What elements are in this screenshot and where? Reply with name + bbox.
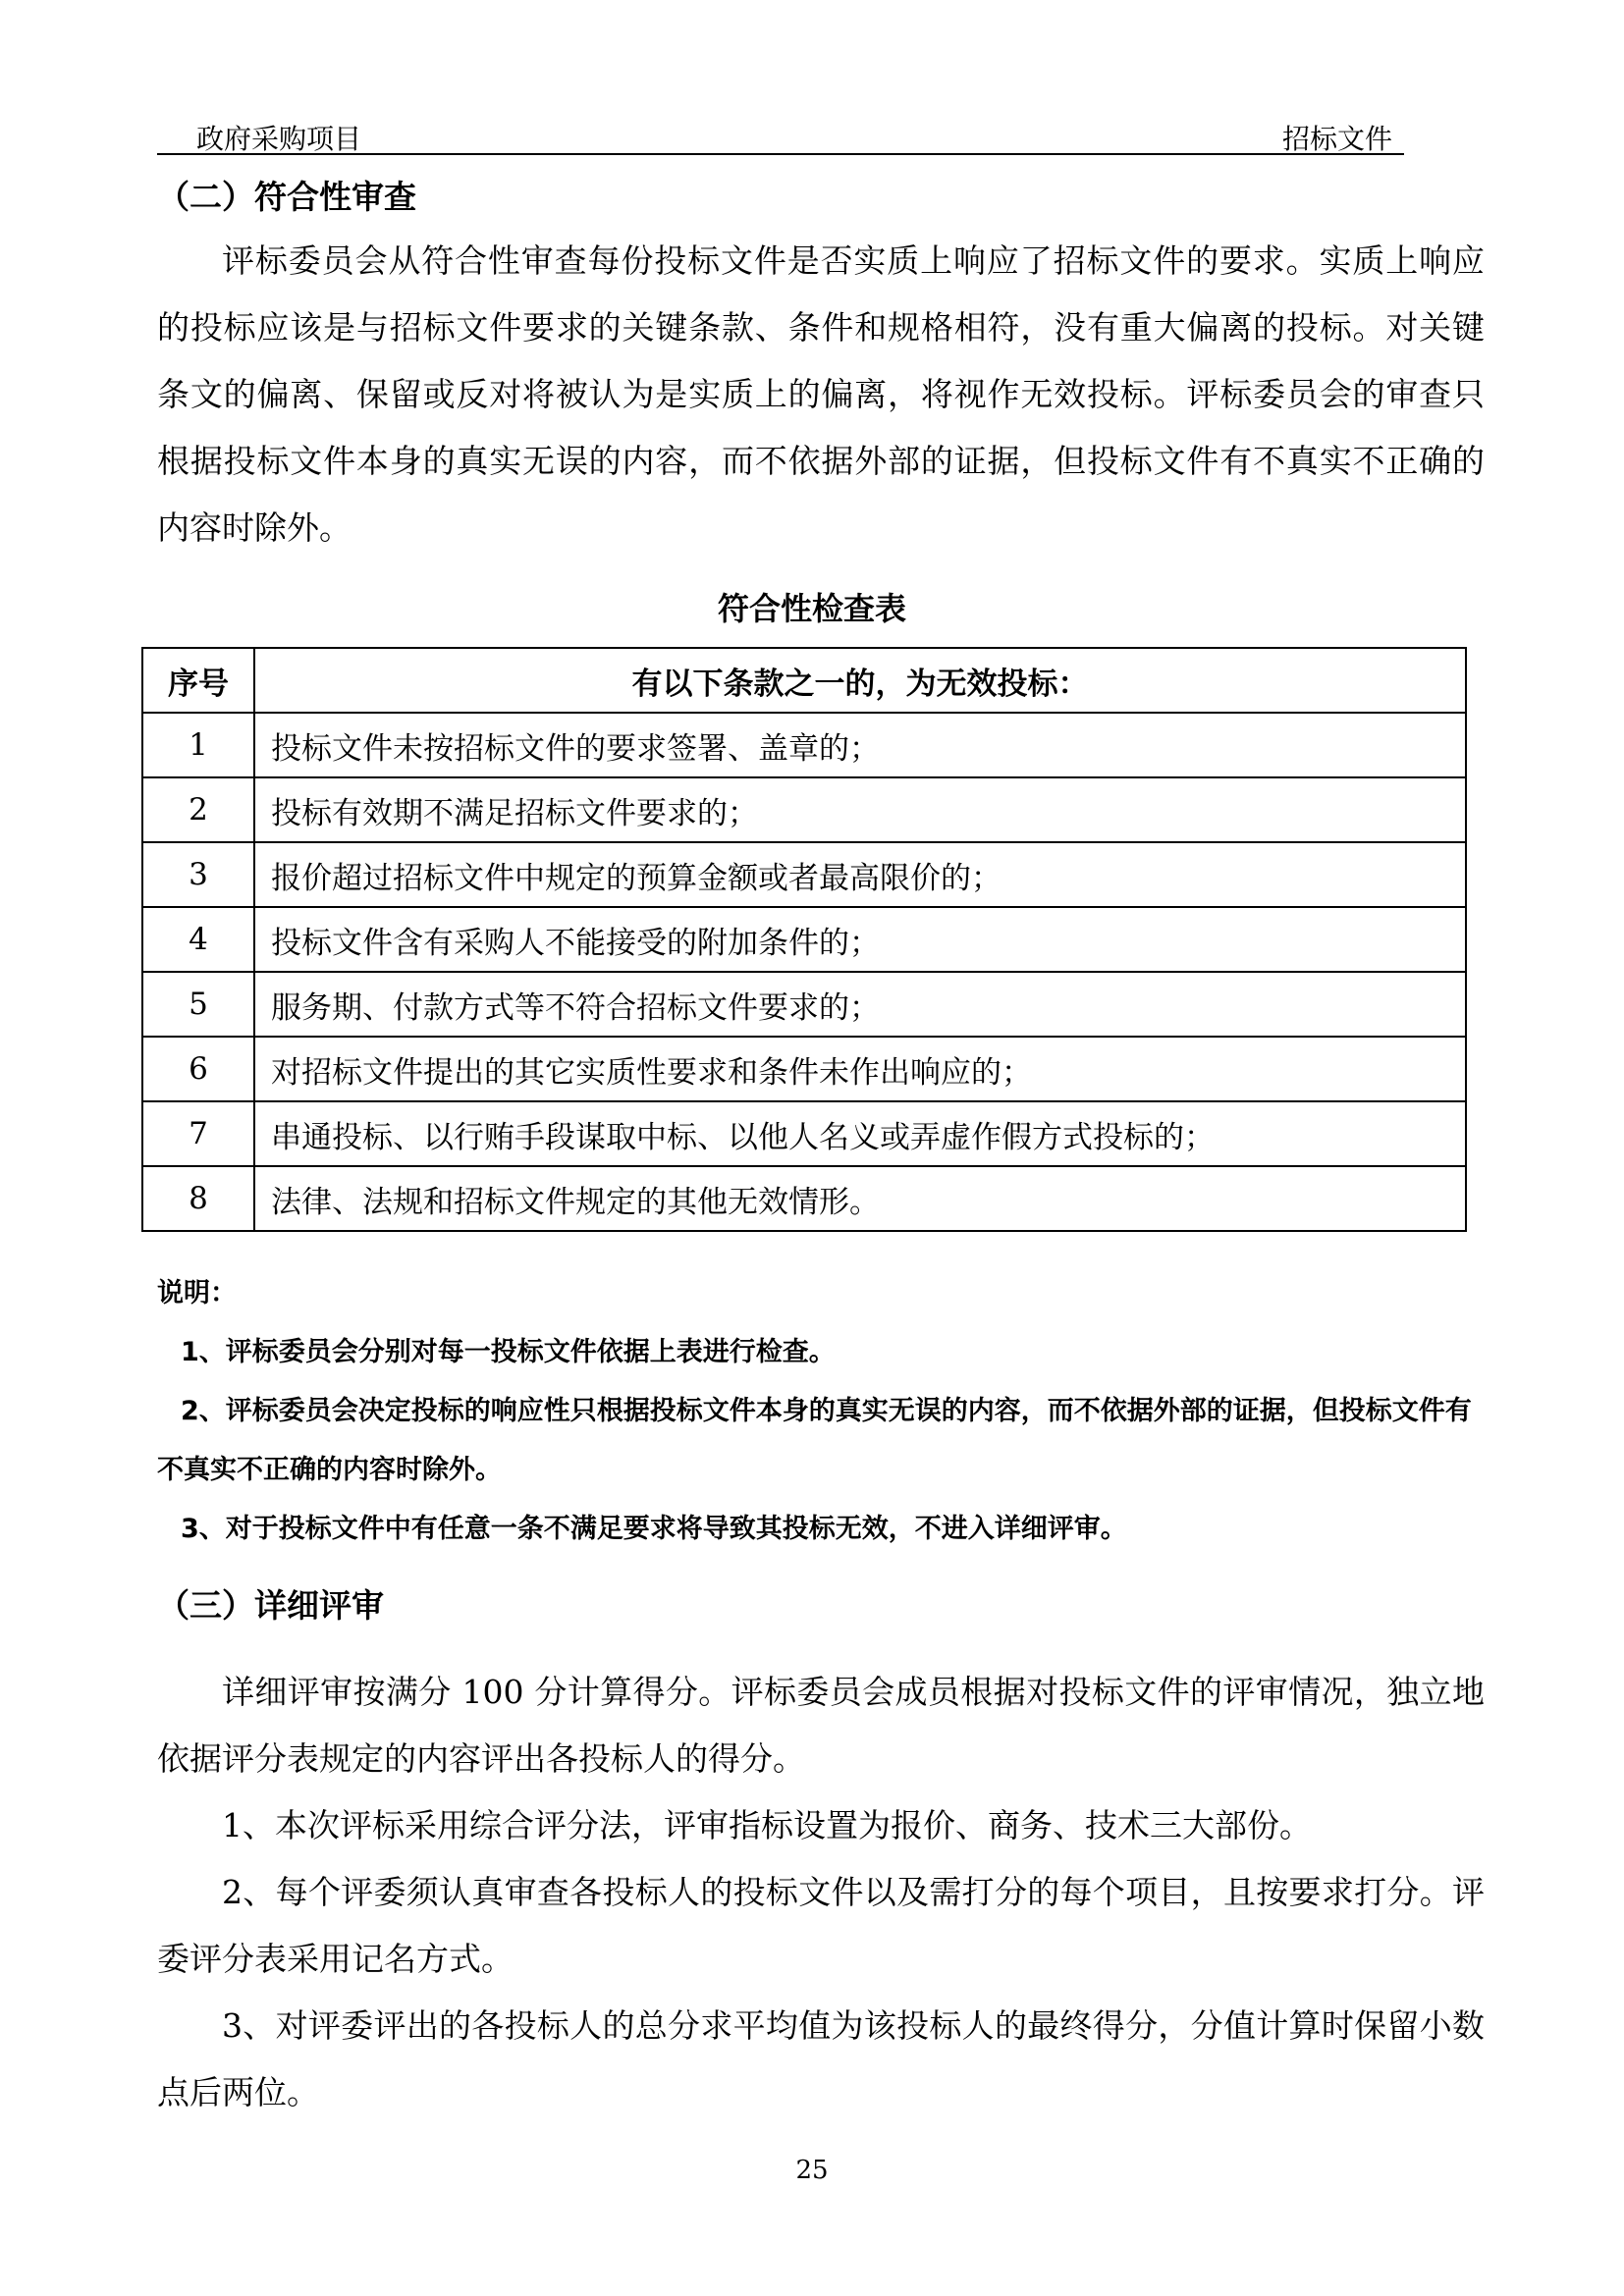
col-header-clause: 有以下条款之一的，为无效投标： [254,648,1466,713]
table-row [142,1037,1466,1101]
row-number: 6 [142,1037,254,1101]
row-text: 串通投标、以行贿手段谋取中标、以他人名义或弄虚作假方式投标的； [254,1101,1466,1166]
compliance-table [141,647,1467,1232]
row-number: 2 [142,777,254,842]
header-doc-type: 招标文件 [1281,123,1392,155]
table-row [142,842,1466,907]
detailed-review-paragraph: 详细评审按满分 100 分计算得分。评标委员会成员根据对投标文件的评审情况，独立地依据评分表规定的内容评出各投标人的得分。 [157,1673,1485,1778]
row-text: 法律、法规和招标文件规定的其他无效情形。 [254,1166,1466,1231]
note-item: 3、对于投标文件中有任意一条不满足要求将导致其投标无效，不进入详细评审。 [181,1514,1127,1544]
row-text: 投标有效期不满足招标文件要求的； [254,777,1466,842]
table-row [142,972,1466,1037]
notes-title: 说明： [157,1278,237,1308]
page-number: 25 [795,2156,829,2185]
detailed-review-paragraph: 2、每个评委须认真审查各投标人的投标文件以及需打分的每个项目，且按要求打分。评委评分表采用记名方式。 [157,1873,1485,1978]
row-text: 投标文件含有采购人不能接受的附加条件的； [254,907,1466,972]
table-title: 符合性检查表 [717,590,906,627]
row-number: 7 [142,1101,254,1166]
row-text: 对招标文件提出的其它实质性要求和条件未作出响应的； [254,1037,1466,1101]
detailed-review-paragraph: 3、对评委评出的各投标人的总分求平均值为该投标人的最终得分，分值计算时保留小数点后两位。 [157,2006,1485,2111]
section-heading-compliance: （二）符合性审查 [157,178,416,216]
table-row [142,777,1466,842]
note-item: 2、评标委员会决定投标的响应性只根据投标文件本身的真实无误的内容，而不依据外部的证据，但投标文件有不真实不正确的内容时除外。 [157,1396,1472,1485]
row-text: 投标文件未按招标文件的要求签署、盖章的； [254,713,1466,777]
row-number: 3 [142,842,254,907]
row-number: 5 [142,972,254,1037]
row-number: 8 [142,1166,254,1231]
table-header-row [142,648,1466,713]
page-header [157,118,1404,155]
table-row [142,1166,1466,1231]
table-row [142,1101,1466,1166]
row-number: 4 [142,907,254,972]
note-item: 1、评标委员会分别对每一投标文件依据上表进行检查。 [181,1337,836,1367]
detailed-review-paragraph: 1、本次评标采用综合评分法，评审指标设置为报价、商务、技术三大部份。 [222,1806,1312,1844]
header-project: 政府采购项目 [196,123,362,155]
table-row [142,907,1466,972]
row-text: 报价超过招标文件中规定的预算金额或者最高限价的； [254,842,1466,907]
compliance-paragraph: 评标委员会从符合性审查每份投标文件是否实质上响应了招标文件的要求。实质上响应的投标应该是与招标文件要求的关键条款、条件和规格相符，没有重大偏离的投标。对关键条文的偏离、保留或反对将被认为是实质上的偏离，将视作无效投标。评标委员会的审查只根据投标文件本身的真实无误的内容，而不依据外部的证据，但投标文件有不真实不正确的内容时除外。 [157,241,1485,547]
row-number: 1 [142,713,254,777]
table-row [142,713,1466,777]
col-header-number: 序号 [142,648,254,713]
row-text: 服务期、付款方式等不符合招标文件要求的； [254,972,1466,1037]
section-heading-detailed-review: （三）详细评审 [157,1586,384,1625]
